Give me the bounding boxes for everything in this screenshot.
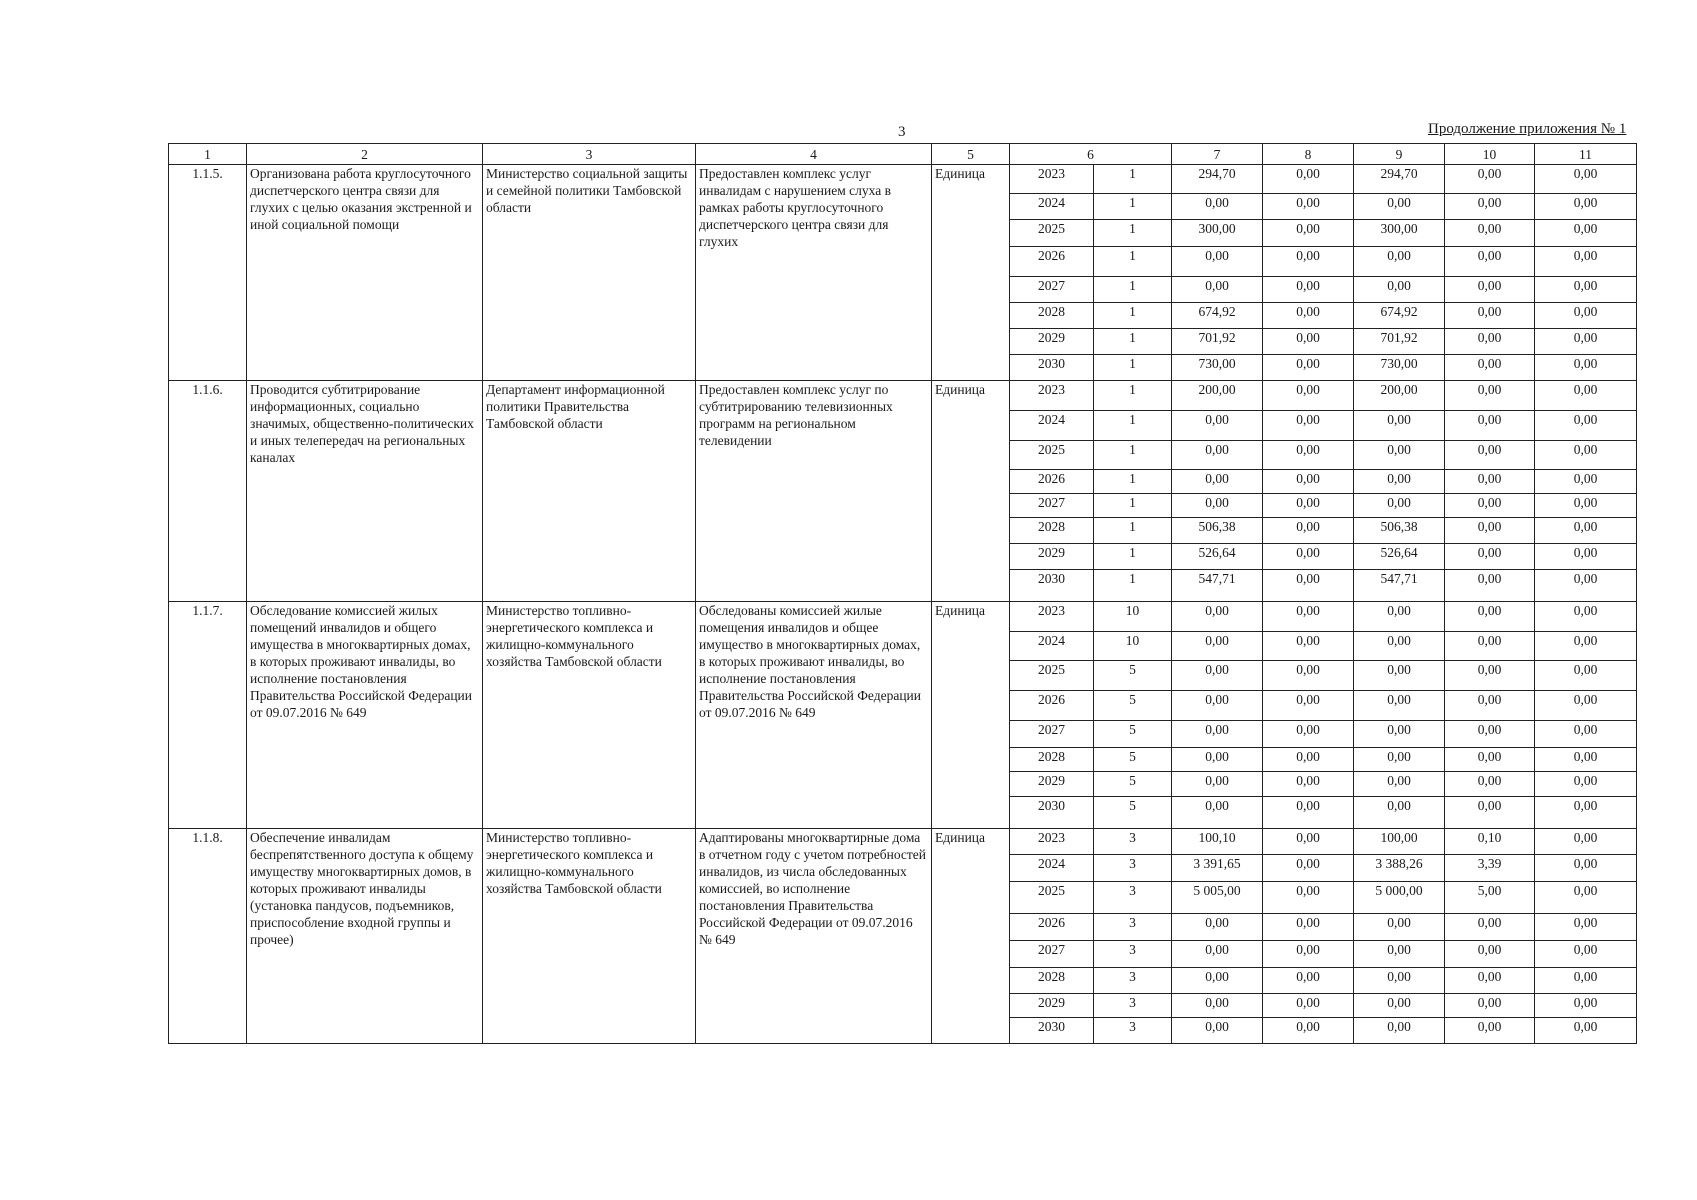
appendix-table [168,143,1637,1044]
column-header: 3 [483,144,696,165]
amount-cell: 0,00 [1354,247,1445,277]
amount-cell: 0,00 [1263,602,1354,632]
column-header: 11 [1535,144,1637,165]
indicator-value-cell: 3 [1094,941,1172,968]
expected-result: Предоставлен комплекс услуг по субтитрированию телевизионных программ на региональном телевидении [696,381,932,602]
year-cell: 2024 [1010,194,1094,220]
measure-name: Обеспечение инвалидам беспрепятственного доступа к общему имуществу многоквартирных домов, в которых проживают инвалиды (установка пандусов, подъемников, приспособление входной группы и прочее) [247,829,483,1044]
column-header: 5 [932,144,1010,165]
item-number: 1.1.5. [169,165,247,381]
year-cell: 2023 [1010,165,1094,194]
amount-cell: 0,00 [1172,797,1263,829]
amount-cell: 0,00 [1445,914,1535,941]
amount-cell: 0,00 [1445,661,1535,691]
amount-cell: 0,00 [1263,441,1354,470]
year-cell: 2027 [1010,277,1094,303]
table-row [169,602,1637,632]
unit-of-measure: Единица [932,381,1010,602]
year-cell: 2027 [1010,941,1094,968]
measure-name: Проводится субтитрирование информационных, социально значимых, общественно-политических и иных телепередач на региональных каналах [247,381,483,602]
amount-cell: 0,00 [1535,632,1637,661]
amount-cell: 0,00 [1445,570,1535,602]
amount-cell: 0,00 [1535,941,1637,968]
indicator-value-cell: 1 [1094,165,1172,194]
column-header: 7 [1172,144,1263,165]
amount-cell: 506,38 [1172,518,1263,544]
amount-cell: 300,00 [1172,220,1263,247]
year-cell: 2026 [1010,691,1094,721]
year-cell: 2028 [1010,518,1094,544]
amount-cell: 0,00 [1172,748,1263,772]
year-cell: 2023 [1010,602,1094,632]
amount-cell: 0,00 [1535,544,1637,570]
table-row [169,165,1637,194]
responsible-executor: Департамент информационной политики Правительства Тамбовской области [483,381,696,602]
amount-cell: 0,00 [1354,661,1445,691]
indicator-value-cell: 1 [1094,411,1172,441]
amount-cell: 0,00 [1263,632,1354,661]
amount-cell: 0,00 [1535,220,1637,247]
amount-cell: 0,00 [1172,470,1263,494]
amount-cell: 0,00 [1445,544,1535,570]
amount-cell: 0,00 [1354,494,1445,518]
indicator-value-cell: 1 [1094,494,1172,518]
amount-cell: 5 000,00 [1354,882,1445,914]
column-header: 2 [247,144,483,165]
table-body [169,165,1637,1044]
responsible-executor: Министерство топливно-энергетического комплекса и жилищно-коммунального хозяйства Тамбовской области [483,829,696,1044]
amount-cell: 0,00 [1263,691,1354,721]
amount-cell: 0,00 [1172,632,1263,661]
amount-cell: 526,64 [1354,544,1445,570]
amount-cell: 0,00 [1535,194,1637,220]
indicator-value-cell: 10 [1094,632,1172,661]
year-cell: 2023 [1010,381,1094,411]
indicator-value-cell: 1 [1094,194,1172,220]
amount-cell: 0,00 [1263,544,1354,570]
responsible-executor: Министерство социальной защиты и семейной политики Тамбовской области [483,165,696,381]
amount-cell: 0,00 [1172,277,1263,303]
indicator-value-cell: 5 [1094,772,1172,797]
amount-cell: 0,00 [1263,470,1354,494]
amount-cell: 0,00 [1354,1018,1445,1044]
amount-cell: 0,00 [1445,329,1535,355]
year-cell: 2025 [1010,882,1094,914]
column-header: 9 [1354,144,1445,165]
amount-cell: 294,70 [1172,165,1263,194]
indicator-value-cell: 1 [1094,381,1172,411]
amount-cell: 0,00 [1354,748,1445,772]
amount-cell: 5 005,00 [1172,882,1263,914]
measure-name: Обследование комиссией жилых помещений инвалидов и общего имущества в многоквартирных домах, в которых проживают инвалиды, во исполнение постановления Правительства Российской Федерации от 09.07.2016 № 649 [247,602,483,829]
amount-cell: 0,00 [1172,494,1263,518]
amount-cell: 0,00 [1263,381,1354,411]
amount-cell: 0,00 [1263,855,1354,882]
indicator-value-cell: 3 [1094,994,1172,1018]
indicator-value-cell: 1 [1094,303,1172,329]
amount-cell: 0,00 [1535,914,1637,941]
amount-cell: 0,00 [1445,470,1535,494]
amount-cell: 0,00 [1535,797,1637,829]
amount-cell: 0,00 [1172,1018,1263,1044]
amount-cell: 0,00 [1535,661,1637,691]
amount-cell: 0,00 [1535,303,1637,329]
amount-cell: 0,00 [1535,855,1637,882]
column-header: 8 [1263,144,1354,165]
amount-cell: 0,00 [1354,691,1445,721]
indicator-value-cell: 1 [1094,220,1172,247]
amount-cell: 0,00 [1172,441,1263,470]
amount-cell: 0,00 [1263,968,1354,994]
amount-cell: 0,00 [1445,772,1535,797]
year-cell: 2028 [1010,303,1094,329]
amount-cell: 0,00 [1445,303,1535,329]
year-cell: 2030 [1010,355,1094,381]
amount-cell: 0,00 [1535,691,1637,721]
year-cell: 2024 [1010,855,1094,882]
indicator-value-cell: 3 [1094,855,1172,882]
indicator-value-cell: 3 [1094,914,1172,941]
amount-cell: 0,00 [1445,220,1535,247]
amount-cell: 674,92 [1172,303,1263,329]
column-header: 4 [696,144,932,165]
indicator-value-cell: 1 [1094,247,1172,277]
amount-cell: 5,00 [1445,882,1535,914]
indicator-value-cell: 5 [1094,797,1172,829]
amount-cell: 0,00 [1172,602,1263,632]
amount-cell: 0,00 [1354,994,1445,1018]
amount-cell: 0,00 [1535,968,1637,994]
amount-cell: 300,00 [1354,220,1445,247]
amount-cell: 730,00 [1354,355,1445,381]
amount-cell: 0,00 [1445,441,1535,470]
column-header: 1 [169,144,247,165]
unit-of-measure: Единица [932,602,1010,829]
amount-cell: 0,00 [1172,994,1263,1018]
amount-cell: 0,00 [1445,968,1535,994]
amount-cell: 0,00 [1445,194,1535,220]
year-cell: 2025 [1010,441,1094,470]
amount-cell: 0,00 [1263,797,1354,829]
indicator-value-cell: 1 [1094,470,1172,494]
amount-cell: 0,00 [1445,721,1535,748]
amount-cell: 0,00 [1535,602,1637,632]
year-cell: 2030 [1010,797,1094,829]
indicator-value-cell: 1 [1094,355,1172,381]
amount-cell: 0,00 [1535,494,1637,518]
amount-cell: 0,00 [1263,329,1354,355]
amount-cell: 0,00 [1263,194,1354,220]
year-cell: 2029 [1010,772,1094,797]
amount-cell: 0,00 [1445,518,1535,544]
amount-cell: 701,92 [1354,329,1445,355]
expected-result: Адаптированы многоквартирные дома в отчетном году с учетом потребностей инвалидов, из числа обследованных комиссией, во исполнение постановления Правительства Российской Федерации от 09.07.2016 № 649 [696,829,932,1044]
amount-cell: 0,00 [1354,194,1445,220]
year-cell: 2028 [1010,748,1094,772]
year-cell: 2030 [1010,570,1094,602]
amount-cell: 0,00 [1445,691,1535,721]
year-cell: 2030 [1010,1018,1094,1044]
amount-cell: 506,38 [1354,518,1445,544]
amount-cell: 0,00 [1535,411,1637,441]
indicator-value-cell: 3 [1094,829,1172,855]
amount-cell: 0,00 [1445,411,1535,441]
amount-cell: 3 388,26 [1354,855,1445,882]
amount-cell: 0,00 [1263,165,1354,194]
amount-cell: 0,00 [1263,220,1354,247]
amount-cell: 0,00 [1263,772,1354,797]
amount-cell: 0,00 [1445,994,1535,1018]
indicator-value-cell: 1 [1094,277,1172,303]
amount-cell: 0,00 [1445,632,1535,661]
amount-cell: 0,00 [1535,721,1637,748]
amount-cell: 0,00 [1172,772,1263,797]
indicator-value-cell: 1 [1094,544,1172,570]
indicator-value-cell: 1 [1094,570,1172,602]
amount-cell: 0,00 [1172,691,1263,721]
amount-cell: 0,00 [1445,748,1535,772]
amount-cell: 0,00 [1263,882,1354,914]
amount-cell: 0,00 [1535,882,1637,914]
amount-cell: 0,00 [1535,829,1637,855]
amount-cell: 200,00 [1354,381,1445,411]
responsible-executor: Министерство топливно-энергетического комплекса и жилищно-коммунального хозяйства Тамбовской области [483,602,696,829]
amount-cell: 0,00 [1445,797,1535,829]
amount-cell: 0,00 [1354,797,1445,829]
amount-cell: 0,10 [1445,829,1535,855]
amount-cell: 0,00 [1172,941,1263,968]
amount-cell: 0,00 [1535,772,1637,797]
year-cell: 2028 [1010,968,1094,994]
amount-cell: 730,00 [1172,355,1263,381]
amount-cell: 0,00 [1354,411,1445,441]
amount-cell: 0,00 [1354,914,1445,941]
year-cell: 2027 [1010,494,1094,518]
expected-result: Обследованы комиссией жилые помещения инвалидов и общее имущество в многоквартирных домах, в которых проживают инвалиды, во исполнение постановления Правительства Российской Федерации от 09.07.2016 № 649 [696,602,932,829]
amount-cell: 0,00 [1445,165,1535,194]
amount-cell: 0,00 [1263,277,1354,303]
amount-cell: 0,00 [1263,661,1354,691]
table-row [169,829,1637,855]
year-cell: 2026 [1010,247,1094,277]
amount-cell: 0,00 [1535,381,1637,411]
amount-cell: 0,00 [1535,329,1637,355]
amount-cell: 0,00 [1354,772,1445,797]
unit-of-measure: Единица [932,829,1010,1044]
amount-cell: 701,92 [1172,329,1263,355]
amount-cell: 0,00 [1535,1018,1637,1044]
amount-cell: 0,00 [1535,470,1637,494]
amount-cell: 0,00 [1535,441,1637,470]
year-cell: 2026 [1010,914,1094,941]
column-number-row [169,144,1637,165]
amount-cell: 0,00 [1263,748,1354,772]
item-number: 1.1.8. [169,829,247,1044]
amount-cell: 0,00 [1263,994,1354,1018]
indicator-value-cell: 5 [1094,661,1172,691]
year-cell: 2029 [1010,994,1094,1018]
amount-cell: 0,00 [1172,721,1263,748]
year-cell: 2026 [1010,470,1094,494]
amount-cell: 547,71 [1172,570,1263,602]
amount-cell: 0,00 [1263,518,1354,544]
indicator-value-cell: 1 [1094,441,1172,470]
amount-cell: 0,00 [1445,277,1535,303]
amount-cell: 0,00 [1263,1018,1354,1044]
amount-cell: 0,00 [1535,355,1637,381]
column-header: 10 [1445,144,1535,165]
amount-cell: 100,10 [1172,829,1263,855]
amount-cell: 526,64 [1172,544,1263,570]
amount-cell: 0,00 [1172,914,1263,941]
indicator-value-cell: 5 [1094,748,1172,772]
amount-cell: 0,00 [1354,441,1445,470]
amount-cell: 0,00 [1354,470,1445,494]
amount-cell: 0,00 [1263,829,1354,855]
table-row [169,381,1637,411]
amount-cell: 0,00 [1263,721,1354,748]
amount-cell: 0,00 [1354,968,1445,994]
amount-cell: 0,00 [1535,994,1637,1018]
appendix-continuation-note: Продолжение приложения № 1 [1428,121,1627,137]
amount-cell: 0,00 [1354,277,1445,303]
amount-cell: 0,00 [1535,518,1637,544]
amount-cell: 0,00 [1535,165,1637,194]
amount-cell: 3,39 [1445,855,1535,882]
amount-cell: 674,92 [1354,303,1445,329]
amount-cell: 0,00 [1445,494,1535,518]
item-number: 1.1.6. [169,381,247,602]
amount-cell: 100,00 [1354,829,1445,855]
unit-of-measure: Единица [932,165,1010,381]
amount-cell: 0,00 [1172,411,1263,441]
amount-cell: 0,00 [1263,247,1354,277]
amount-cell: 0,00 [1263,914,1354,941]
year-cell: 2024 [1010,632,1094,661]
amount-cell: 0,00 [1263,941,1354,968]
amount-cell: 0,00 [1354,941,1445,968]
indicator-value-cell: 10 [1094,602,1172,632]
amount-cell: 0,00 [1263,355,1354,381]
amount-cell: 0,00 [1354,632,1445,661]
indicator-value-cell: 3 [1094,968,1172,994]
indicator-value-cell: 1 [1094,518,1172,544]
year-cell: 2025 [1010,220,1094,247]
amount-cell: 0,00 [1172,661,1263,691]
indicator-value-cell: 5 [1094,721,1172,748]
amount-cell: 0,00 [1535,247,1637,277]
indicator-value-cell: 5 [1094,691,1172,721]
amount-cell: 0,00 [1354,602,1445,632]
indicator-value-cell: 3 [1094,1018,1172,1044]
amount-cell: 0,00 [1445,602,1535,632]
amount-cell: 0,00 [1263,303,1354,329]
amount-cell: 0,00 [1172,194,1263,220]
amount-cell: 3 391,65 [1172,855,1263,882]
measure-name: Организована работа круглосуточного диспетчерского центра связи для глухих с целью оказания экстренной и иной социальной помощи [247,165,483,381]
amount-cell: 0,00 [1445,1018,1535,1044]
amount-cell: 0,00 [1535,570,1637,602]
expected-result: Предоставлен комплекс услуг инвалидам с нарушением слуха в рамках работы круглосуточного диспетчерского центра связи для глухих [696,165,932,381]
amount-cell: 0,00 [1172,247,1263,277]
year-cell: 2025 [1010,661,1094,691]
item-number: 1.1.7. [169,602,247,829]
amount-cell: 294,70 [1354,165,1445,194]
amount-cell: 200,00 [1172,381,1263,411]
indicator-value-cell: 1 [1094,329,1172,355]
page-number: 3 [898,124,906,140]
amount-cell: 0,00 [1172,968,1263,994]
year-cell: 2024 [1010,411,1094,441]
amount-cell: 0,00 [1445,355,1535,381]
year-cell: 2023 [1010,829,1094,855]
amount-cell: 547,71 [1354,570,1445,602]
amount-cell: 0,00 [1263,570,1354,602]
amount-cell: 0,00 [1263,494,1354,518]
amount-cell: 0,00 [1445,381,1535,411]
amount-cell: 0,00 [1445,941,1535,968]
indicator-value-cell: 3 [1094,882,1172,914]
amount-cell: 0,00 [1535,748,1637,772]
amount-cell: 0,00 [1535,277,1637,303]
amount-cell: 0,00 [1354,721,1445,748]
column-header: 6 [1010,144,1172,165]
amount-cell: 0,00 [1263,411,1354,441]
year-cell: 2029 [1010,329,1094,355]
amount-cell: 0,00 [1445,247,1535,277]
year-cell: 2027 [1010,721,1094,748]
year-cell: 2029 [1010,544,1094,570]
